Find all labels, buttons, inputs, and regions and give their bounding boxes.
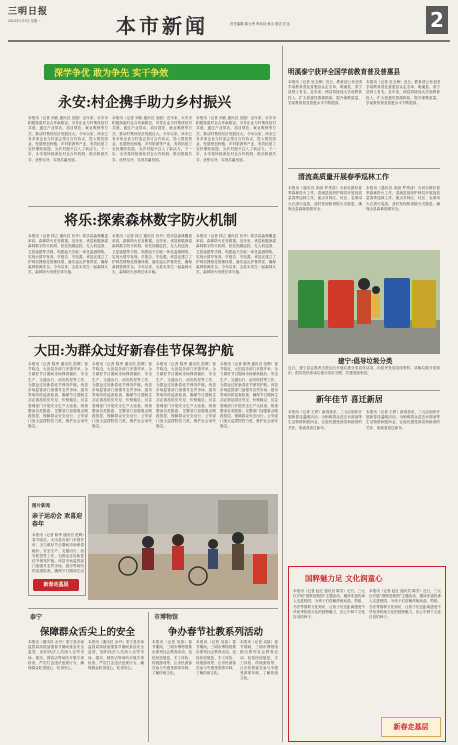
headline-qingliu: 清流高质量开展春季巡林工作 — [298, 172, 389, 181]
body-market-3: 本报讯（记者 吴凯）春节期间，三明市博物馆推出系列社会教育活动，包括民俗展览、手工体验、传统游戏等，让市民游客在参与中感受浓浓年味，了解传统文化。 — [240, 640, 278, 681]
body-yongan-2: 本报讯（记者 刘莉 通讯员 吴聪）近年来，永安市积极探索村企合作新路径，引导企业与村集体结对共建，通过产业带动、项目帮扶、就业吸纳等方式，推动村集体经济发展壮大。今年以来，该市已有多家企业与村委会签订合作协议，投入帮扶资金，发展特色种植、乡村旅游等产业，有效拓宽了农民增收渠道，为乡村振兴注入了新活力。下一步，永安将持续深化村企合作机制，推动资源共享、优势互补，实现共赢发展。 — [112, 116, 192, 162]
body-culture: 本报讯（记者 赵红 通讯员 陈芳）近日，三元区开展“国粹进校园”主题活动，邀请非遗传承人走进校园，为孩子们讲解传统戏曲、剪纸、书法等国粹文化知识，让孩子们近距离感受中华优秀传统文化的独特魅力，在心中种下文化自信的种子。 — [293, 589, 365, 620]
body-festival: 本报讯（记者 王婷）新春将至，三元区组织开展新春送温暖活动，为困难群众送去米面油等生活物资和慰问金，让他们感受到党和政府的关怀，欢欢喜喜过新年。 — [288, 410, 362, 430]
headline-jianning: 建宁:倡导垃圾分类 — [338, 357, 393, 365]
headline-mingxi: 明溪泰宁获评全国学前教育普及普惠县 — [288, 68, 401, 76]
body-mingxi-2: 本报讯（记者 吴玉梅）近日，教育部公布全国学前教育普及普惠县认定名单，明溪县、泰宁县榜上有名。近年来，两县持续加大学前教育投入，扩大普惠性资源供给，提升保教质量，学前教育普及普惠水平不断提高。 — [366, 80, 440, 105]
body-culture-2: 本报讯（记者 赵红 通讯员 陈芳）近日，三元区开展“国粹进校园”主题活动，邀请非遗传承人走进校园，为孩子们讲解传统戏曲、剪纸、书法等国粹文化知识，让孩子们近距离感受中华优秀传统文化的独特魅力，在心中种下文化自信的种子。 — [369, 589, 441, 620]
body-datian-4: 本报讯（记者 陈秀 通讯员 范辉）春节临近，大田县各部门多措并举，全力做好节日期间市场保供稳价、安全生产、交通出行、治安防控等工作，为群众过好新春佳节保驾护航。该县市场监管部门加强对农贸市场、超市等场所的巡查检查，确保节日期间生活必需品供应充足、价格稳定；应急管理部门开展安全生产大检查，排查整治各类隐患；交警部门加强重点路段管控，保障群众安全出行；公安部门加大巡逻防控力度，维护社会治安稳定。 — [220, 362, 278, 429]
headline-market: 争办春节社教系列活动 — [168, 627, 264, 638]
page-number: 2 — [426, 6, 448, 34]
photo-illustration — [88, 494, 278, 600]
taining-label: 泰宁 — [30, 614, 43, 621]
culture-box — [288, 566, 446, 742]
headline-jiangle: 将乐:探索森林数字防火机制 — [64, 213, 238, 229]
section-title: 本市新闻 — [116, 14, 208, 38]
masthead-rule — [8, 40, 450, 42]
promo-badge-label: 新春走基层 — [43, 582, 69, 588]
divider — [28, 608, 278, 609]
promo-banner-label: 新春走基层 — [393, 722, 429, 731]
body-festival-2: 本报讯（记者 王婷）新春将至，三元区组织开展新春送温暖活动，为困难群众送去米面油等生活物资和慰问金，让他们感受到党和政府的关怀，欢欢喜喜过新年。 — [366, 410, 440, 430]
divider — [28, 336, 278, 337]
body-qingliu-2: 本报讯（通讯员 邓丽 罗秀清）为切实做好春季森林防火工作，清流县组织护林员开展高质量春季巡林工作，重点对林区、坟区、农事用火区进行巡查，及时发现和消除火灾隐患，确保全县森林资源安全。 — [366, 186, 440, 211]
promo-badge — [33, 579, 79, 591]
divider — [28, 206, 278, 207]
small-photo-box — [28, 496, 86, 596]
body-market: 本报讯（记者 吴凯）春节期间，三明市博物馆推出系列社会教育活动，包括民俗展览、手工体验、传统游戏等，让市民游客在参与中感受浓浓年味，了解传统文化。 — [152, 640, 192, 676]
headline-culture: 国粹魅力足 文化润童心 — [305, 574, 383, 583]
column-divider — [282, 46, 283, 742]
divider-vertical — [148, 612, 149, 742]
body-datian-2: 本报讯（记者 陈秀 通讯员 范辉）春节临近，大田县各部门多措并举，全力做好节日期间市场保供稳价、安全生产、交通出行、治安防控等工作，为群众过好新春佳节保驾护航。该县市场监管部门加强对农贸市场、超市等场所的巡查检查，确保节日期间生活必需品供应充足、价格稳定；应急管理部门开展安全生产大检查，排查整治各类隐患；交警部门加强重点路段管控，保障群众安全出行；公安部门加大巡逻防控力度，维护社会治安稳定。 — [92, 362, 152, 429]
body-datian-3: 本报讯（记者 陈秀 通讯员 范辉）春节临近，大田县各部门多措并举，全力做好节日期间市场保供稳价、安全生产、交通出行、治安防控等工作，为群众过好新春佳节保驾护航。该县市场监管部门加强对农贸市场、超市等场所的巡查检查，确保节日期间生活必需品供应充足、价格稳定；应急管理部门开展安全生产大检查，排查整治各类隐患；交警部门加强重点路段管控，保障群众安全出行；公安部门加大巡逻防控力度，维护社会治安稳定。 — [156, 362, 216, 429]
editors: 责任编辑:陈元秀 审读员:黄山 版式:庄达 — [230, 22, 290, 26]
caption-jianning: 近日，建宁县志愿者走进社区开展垃圾分类宣传活动，向居民发放宣传资料，讲解垃圾分类知识，倡导居民养成垃圾分类好习惯，共建美丽家园。 — [288, 366, 440, 376]
body-jiangle-3: 本报讯（记者 林立 通讯员 肖丹）将乐县森林覆盖率高，森林防火任务繁重。近年来，该县积极探索森林数字防火机制，依托视频监控、无人机巡查、卫星遥感等手段，构建起天空地一体化监测网络，实现火情早发现、早报告、早处置。该县还建立了护林员网格化管理体系，落实巡山护林责任，确保森林资源安全。今年以来，全县未发生一起森林火灾，森林防火形势总体平稳。 — [196, 234, 276, 275]
headline-datian: 大田:为群众过好新春佳节保驾护航 — [34, 344, 234, 359]
divider — [288, 390, 440, 391]
headline-festival: 新年佳节 喜迁新居 — [316, 394, 383, 404]
small-photo-label: 图片新闻 — [32, 504, 50, 509]
date-line: 2024年2月5日 星期一 — [8, 19, 41, 23]
divider — [288, 168, 440, 169]
body-mingxi: 本报讯（记者 吴玉梅）近日，教育部公布全国学前教育普及普惠县认定名单，明溪县、泰宁县榜上有名。近年来，两县持续加大学前教育投入，扩大普惠性资源供给，提升保教质量，学前教育普及普惠水平不断提高。 — [288, 80, 362, 105]
body-yongan-3: 本报讯（记者 刘莉 通讯员 吴聪）近年来，永安市积极探索村企合作新路径，引导企业与村集体结对共建，通过产业带动、项目帮扶、就业吸纳等方式，推动村集体经济发展壮大。今年以来，该市已有多家企业与村委会签订合作协议，投入帮扶资金，发展特色种植、乡村旅游等产业，有效拓宽了农民增收渠道，为乡村振兴注入了新活力。下一步，永安将持续深化村企合作机制，推动资源共享、优势互补，实现共赢发展。 — [196, 116, 276, 162]
logo: 三明日报 — [8, 7, 49, 17]
right-photo — [288, 250, 440, 354]
body-market-2: 本报讯（记者 吴凯）春节期间，三明市博物馆推出系列社会教育活动，包括民俗展览、手工体验、传统游戏等，让市民游客在参与中感受浓浓年味，了解传统文化。 — [196, 640, 236, 676]
body-qingliu: 本报讯（通讯员 邓丽 罗秀清）为切实做好春季森林防火工作，清流县组织护林员开展高质量春季巡林工作，重点对林区、坟区、农事用火区进行巡查，及时发现和消除火灾隐患，确保全县森林资源安全。 — [288, 186, 362, 211]
body-yongan: 本报讯（记者 刘莉 通讯员 吴聪）近年来，永安市积极探索村企合作新路径，引导企业与村集体结对共建，通过产业带动、项目帮扶、就业吸纳等方式，推动村集体经济发展壮大。今年以来，该市已有多家企业与村委会签订合作协议，投入帮扶资金，发展特色种植、乡村旅游等产业，有效拓宽了农民增收渠道，为乡村振兴注入了新活力。下一步，永安将持续深化村企合作机制，推动资源共享、优势互补，实现共赢发展。 — [28, 116, 108, 162]
headline-taining: 保障群众舌尖上的安全 — [40, 627, 136, 638]
bins-illustration — [288, 250, 440, 354]
body-taining: 本报讯（通讯员 余丹）泰宁县市场监管局持续加强春节期间食品安全监管，组织执法人员深入农贸市场、超市、餐饮店等场所开展专项检查，严厉打击违法违规行为，确保群众吃得放心、吃得安心。 — [28, 640, 84, 671]
body-jiangle-2: 本报讯（记者 林立 通讯员 肖丹）将乐县森林覆盖率高，森林防火任务繁重。近年来，该县积极探索森林数字防火机制，依托视频监控、无人机巡查、卫星遥感等手段，构建起天空地一体化监测网络，实现火情早发现、早报告、早处置。该县还建立了护林员网格化管理体系，落实巡山护林责任，确保森林资源安全。今年以来，全县未发生一起森林火灾，森林防火形势总体平稳。 — [112, 234, 192, 275]
market-label: 市博物馆 — [154, 614, 179, 621]
body-jiangle: 本报讯（记者 林立 通讯员 肖丹）将乐县森林覆盖率高，森林防火任务繁重。近年来，该县积极探索森林数字防火机制，依托视频监控、无人机巡查、卫星遥感等手段，构建起天空地一体化监测网络，实现火情早发现、早报告、早处置。该县还建立了护林员网格化管理体系，落实巡山护林责任，确保森林资源安全。今年以来，全县未发生一起森林火灾，森林防火形势总体平稳。 — [28, 234, 108, 275]
slogan-banner — [44, 64, 270, 80]
slogan-text: 深学争优 敢为争先 实干争效 — [54, 69, 169, 79]
small-photo-title: 亲子运动会 欢喜迎春年 — [32, 513, 83, 528]
headline-yongan: 永安:村企携手助力乡村振兴 — [58, 95, 232, 111]
main-photo — [88, 494, 278, 600]
body-taining-2: 本报讯（通讯员 余丹）泰宁县市场监管局持续加强春节期间食品安全监管，组织执法人员深入农贸市场、超市、餐饮店等场所开展专项检查，严厉打击违法违规行为，确保群众吃得放心、吃得安心。 — [88, 640, 144, 671]
promo-banner-right — [381, 717, 441, 737]
small-photo-text: 本报讯（记者 陈秀 通讯员 范辉）春节临近，大田县各部门多措并举，全力做好节日期间市场保供稳价、安全生产、交通出行、治安防控等工作，为群众过好新春佳节保驾护航。该县市场监管部门加强对农贸市场、超市等场所的巡查检查，确保节日期间生活 — [32, 533, 84, 573]
body-datian: 本报讯（记者 陈秀 通讯员 范辉）春节临近，大田县各部门多措并举，全力做好节日期间市场保供稳价、安全生产、交通出行、治安防控等工作，为群众过好新春佳节保驾护航。该县市场监管部门加强对农贸市场、超市等场所的巡查检查，确保节日期间生活必需品供应充足、价格稳定；应急管理部门开展安全生产大检查，排查整治各类隐患；交警部门加强重点路段管控，保障群众安全出行；公安部门加大巡逻防控力度，维护社会治安稳定。 — [28, 362, 88, 429]
masthead — [8, 2, 450, 46]
